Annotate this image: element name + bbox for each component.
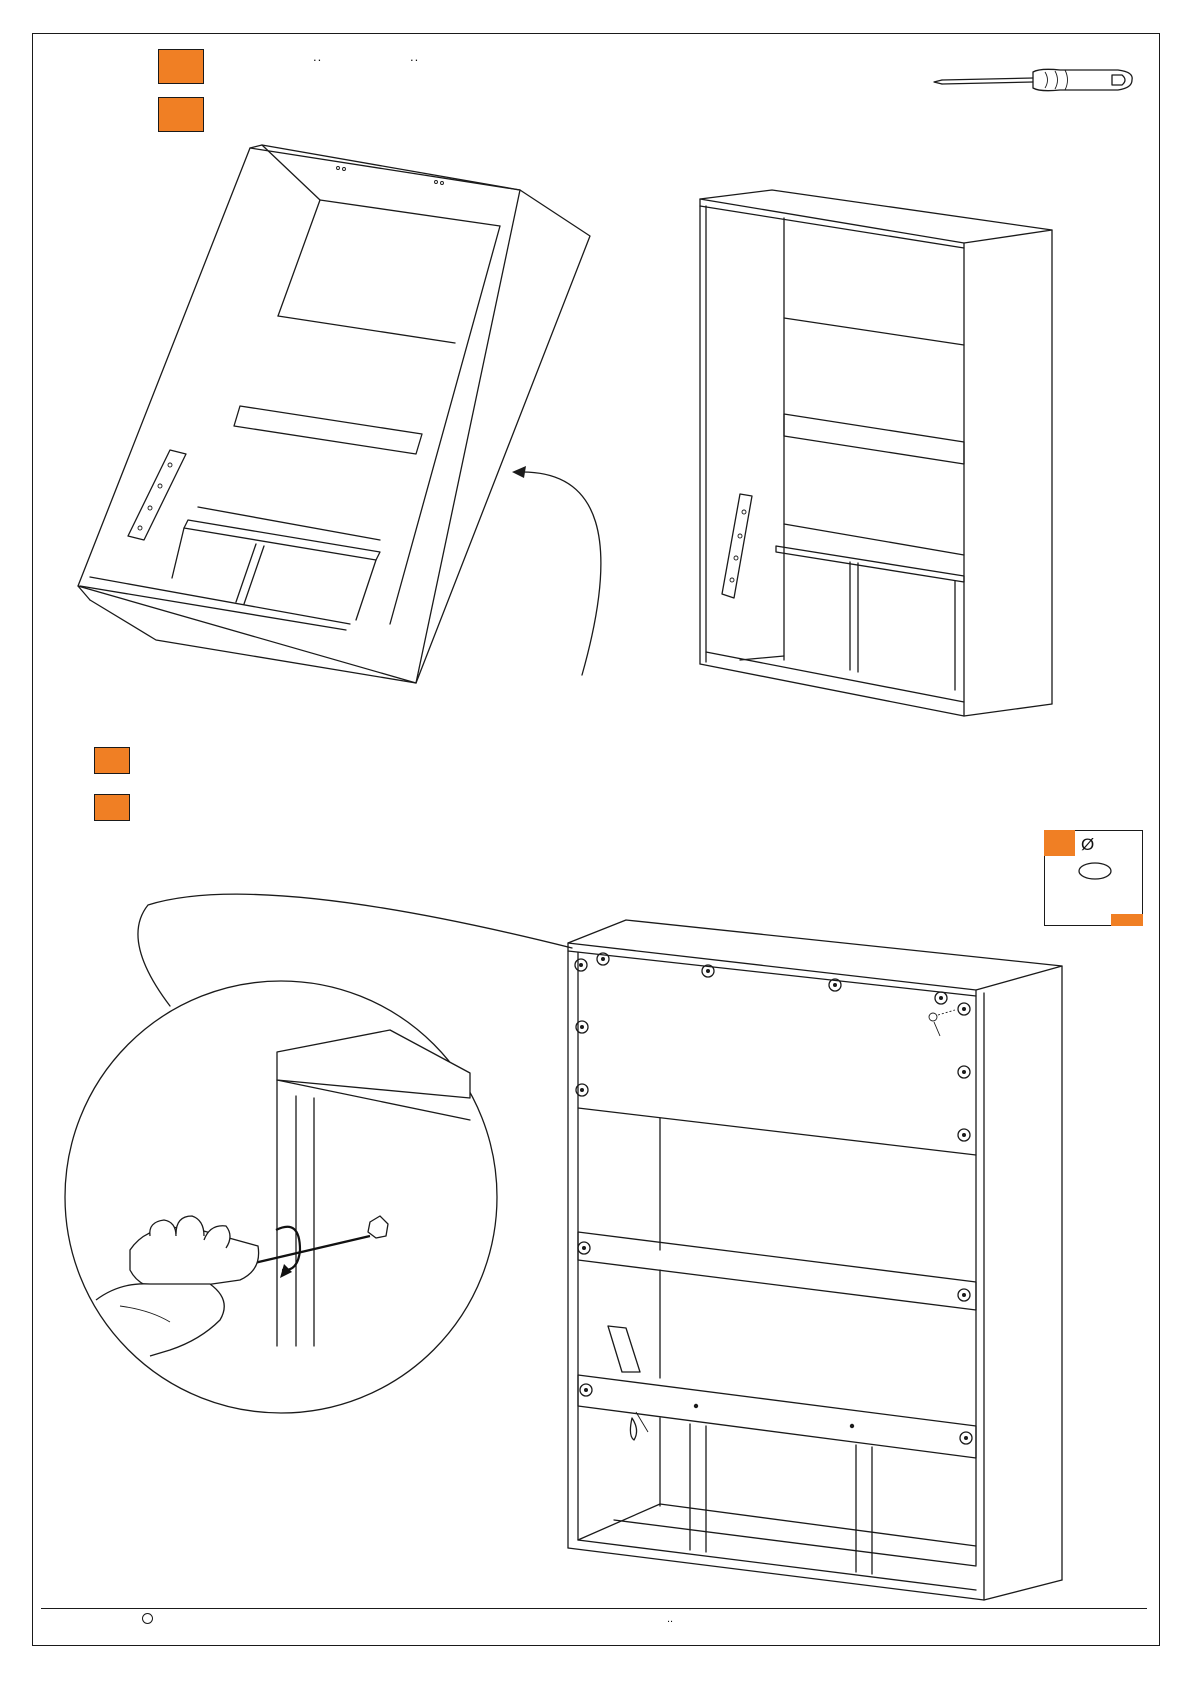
footer-rule (41, 1608, 1147, 1609)
footer-circle-mark (142, 1613, 153, 1624)
header-dots-2: .. (410, 49, 420, 64)
diameter-symbol: Ø (1081, 835, 1095, 854)
footer-dots: .. (667, 1613, 674, 1625)
header-dots-1: .. (313, 49, 323, 64)
